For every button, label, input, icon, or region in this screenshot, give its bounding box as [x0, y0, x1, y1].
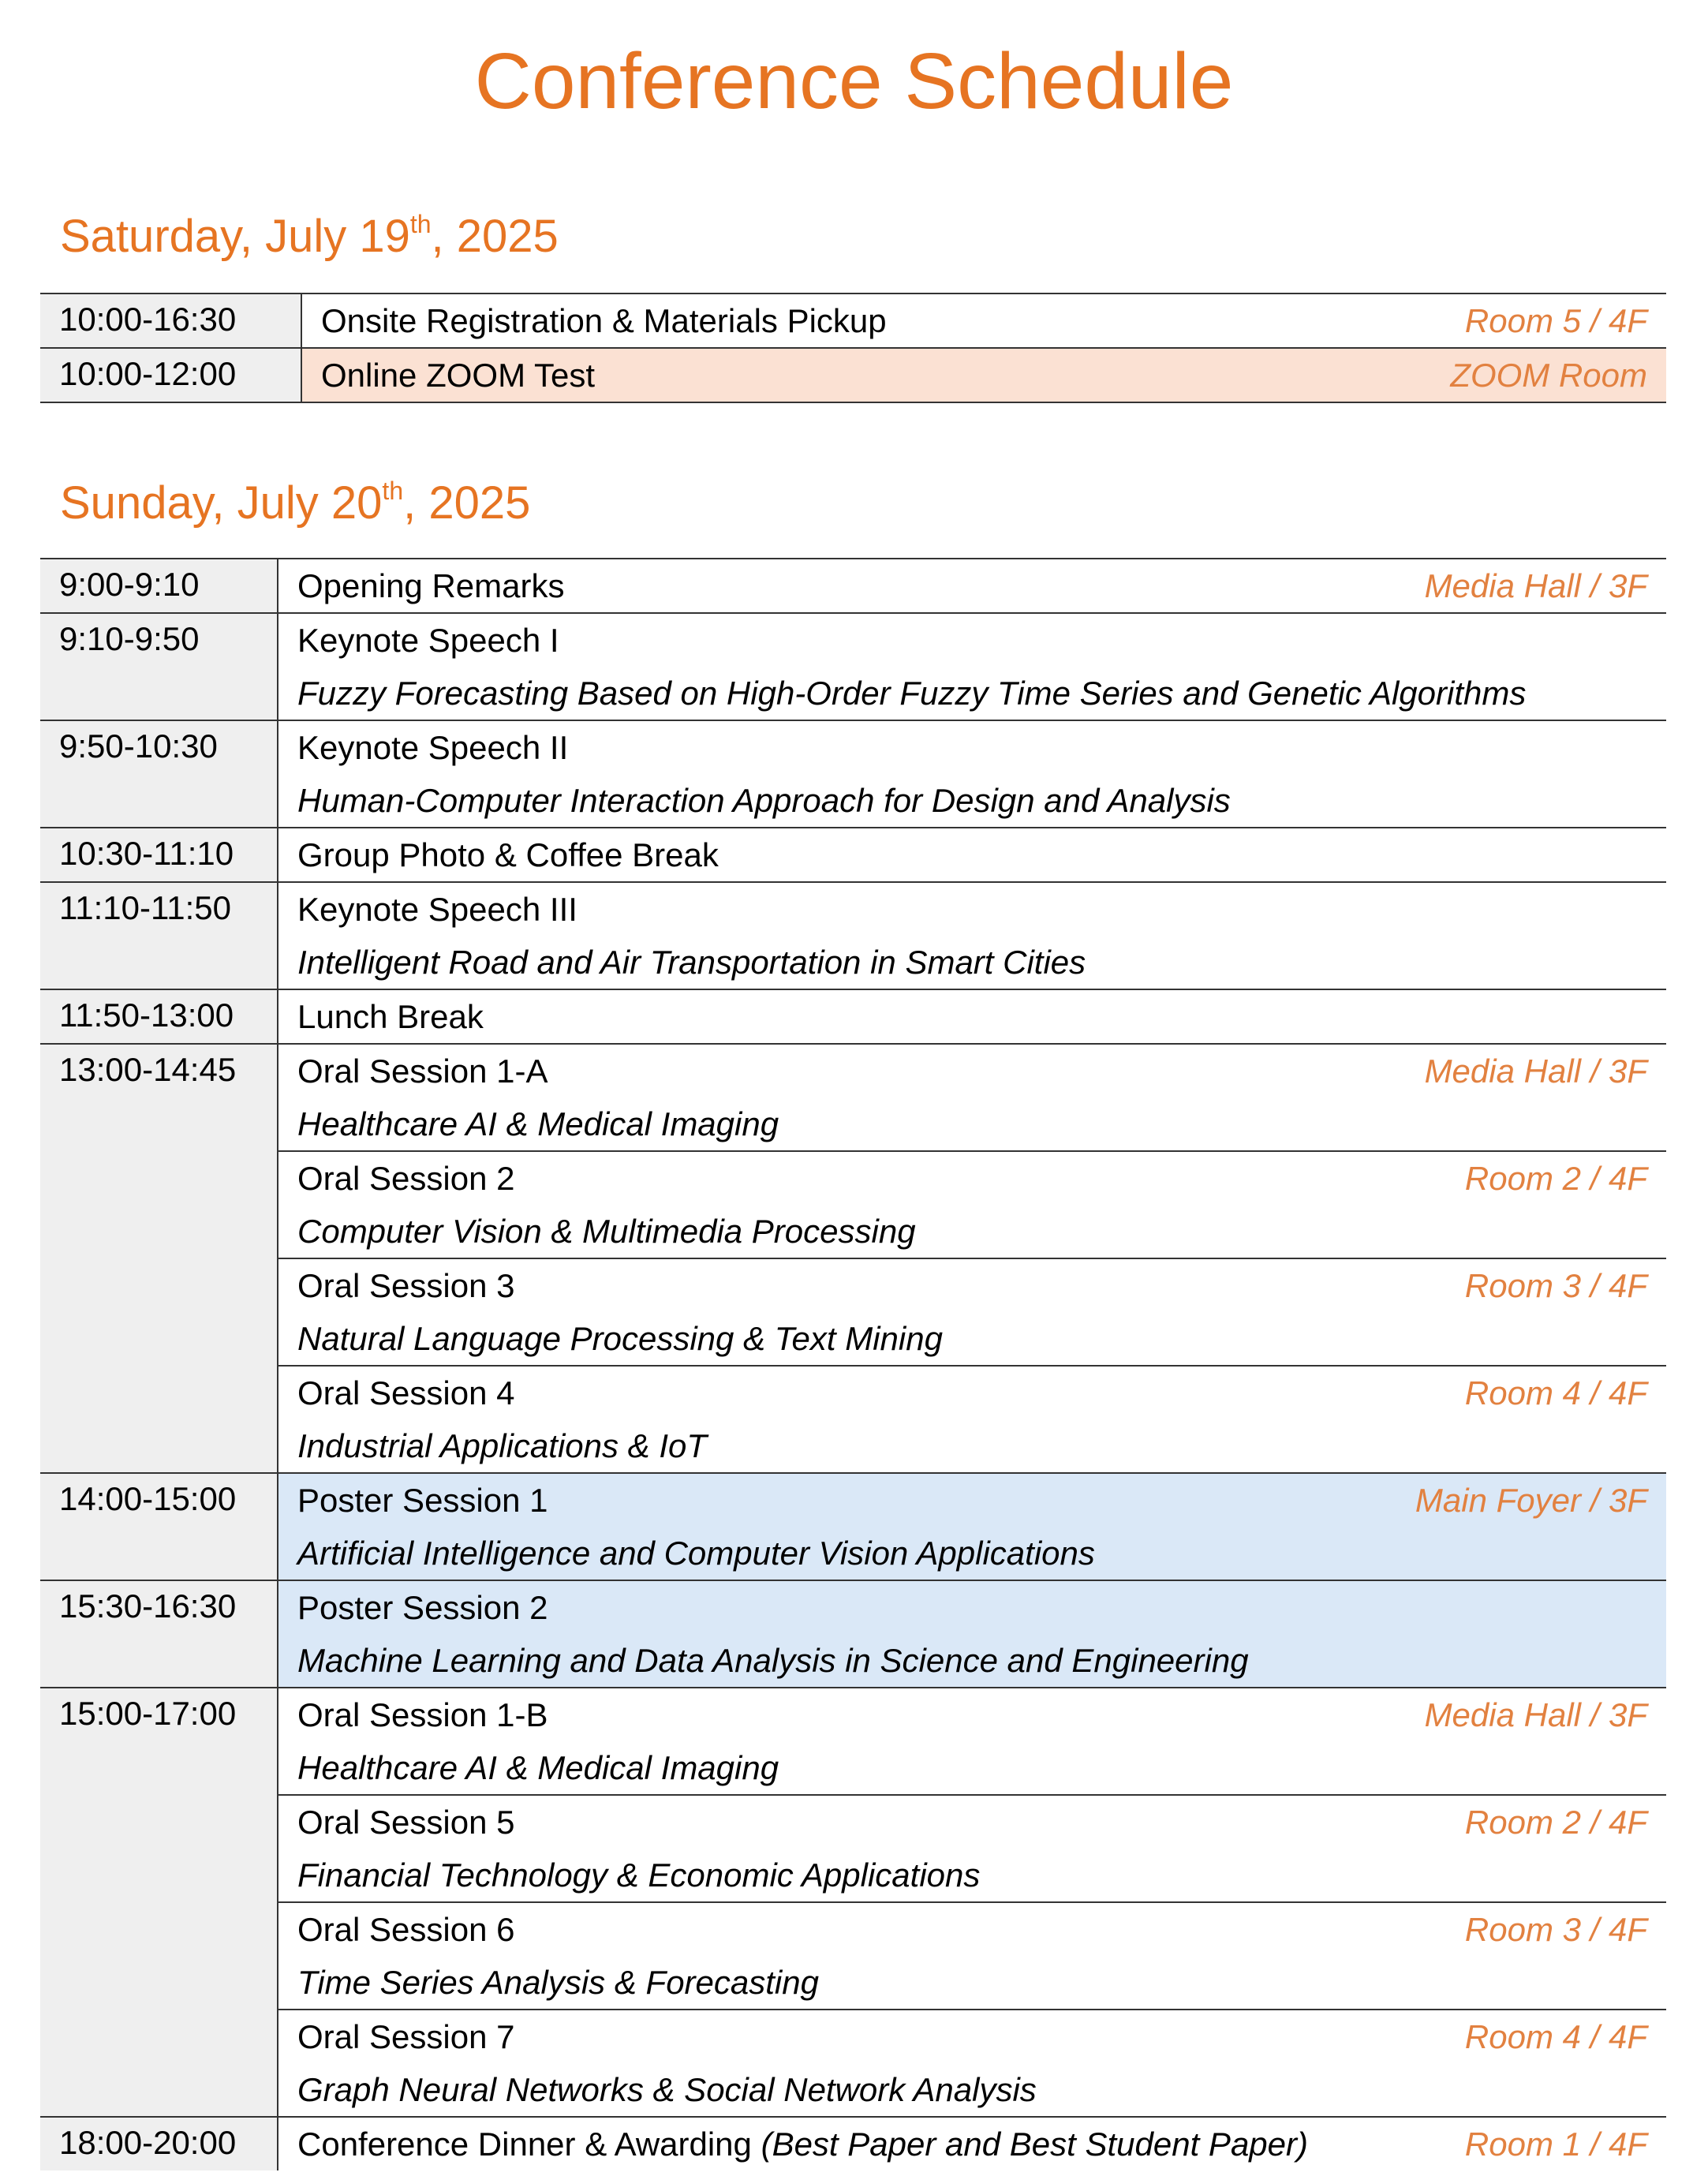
time-cell: 10:00-12:00: [40, 348, 301, 402]
event-cell: [278, 2010, 1666, 2117]
schedule-row: [40, 1688, 1666, 1795]
time-cell: 15:30-16:30: [40, 1580, 278, 1688]
schedule-row: [40, 828, 1666, 882]
event-title: Oral Session 5: [297, 1804, 515, 1841]
event-line: [297, 883, 1647, 936]
event-title-main: Conference Dinner & Awarding: [297, 2126, 752, 2163]
event-cell: [278, 2117, 1666, 2170]
schedule-row: [40, 1258, 1666, 1366]
event-line: [297, 1367, 1647, 1419]
event-room: Room 3 / 4F: [1464, 1911, 1647, 1948]
time-cell: 9:10-9:50: [40, 613, 278, 720]
event-cell: [278, 1902, 1666, 2010]
schedule-row: [40, 2117, 1666, 2170]
event-line: [297, 1903, 1647, 1956]
event-room: Media Hall / 3F: [1424, 1052, 1647, 1090]
event-subtitle: Healthcare AI & Medical Imaging: [297, 1749, 779, 1786]
event-cell: [301, 293, 1666, 348]
event-cell: [278, 1366, 1666, 1473]
event-subtitle: Machine Learning and Data Analysis in Science and Engineering: [297, 1642, 1249, 1679]
day-heading-saturday: [60, 211, 559, 262]
event-line: [297, 2118, 1647, 2170]
schedule-row: [40, 2010, 1666, 2117]
time-cell: 9:00-9:10: [40, 559, 278, 613]
event-room: ZOOM Room: [1450, 357, 1647, 394]
event-cell: [278, 1795, 1666, 1902]
event-cell-online: [301, 348, 1666, 402]
event-title: Oral Session 3: [297, 1267, 515, 1304]
schedule-row: [40, 1151, 1666, 1258]
event-title: Poster Session 1: [297, 1482, 548, 1519]
day-heading-date: Saturday, July 19: [60, 211, 410, 262]
schedule-row: [40, 1044, 1666, 1151]
page-title: Conference Schedule: [474, 37, 1234, 125]
event-title: Group Photo & Coffee Break: [297, 836, 719, 873]
event-room: Room 5 / 4F: [1464, 302, 1647, 339]
time-cell: 13:00-14:45: [40, 1044, 278, 1473]
event-room: Room 4 / 4F: [1464, 1374, 1647, 1411]
event-title-note: (Best Paper and Best Student Paper): [761, 2126, 1308, 2163]
event-title: Opening Remarks: [297, 567, 565, 604]
event-subtitle: Intelligent Road and Air Transportation in Smart Cities: [297, 944, 1086, 981]
event-line: [297, 1259, 1647, 1312]
event-cell: [278, 720, 1666, 828]
event-line: [297, 1796, 1647, 1849]
event-cell-poster: [278, 1473, 1666, 1580]
day-heading-ordinal: th: [382, 477, 404, 505]
event-room: Media Hall / 3F: [1424, 567, 1647, 604]
event-cell: [278, 1151, 1666, 1258]
schedule-row: [40, 613, 1666, 720]
event-cell: [278, 1044, 1666, 1151]
event-line: [297, 559, 1647, 612]
event-cell: [278, 559, 1666, 613]
event-title: Keynote Speech III: [297, 891, 577, 928]
event-room: Room 3 / 4F: [1464, 1267, 1647, 1304]
schedule-row: [40, 1902, 1666, 2010]
event-cell-poster: [278, 1580, 1666, 1688]
schedule-row: [40, 1795, 1666, 1902]
event-cell: [278, 828, 1666, 882]
day-heading-date: Sunday, July 20: [60, 477, 383, 529]
event-title: Onsite Registration & Materials Pickup: [321, 302, 887, 339]
event-subtitle: Human-Computer Interaction Approach for Design and Analysis: [297, 782, 1231, 819]
event-title: Oral Session 6: [297, 1911, 515, 1948]
event-room: Room 2 / 4F: [1464, 1804, 1647, 1841]
event-line: [297, 2010, 1647, 2063]
saturday-schedule-table: [40, 293, 1666, 403]
time-cell: 11:10-11:50: [40, 882, 278, 989]
event-room: Main Foyer / 3F: [1415, 1482, 1647, 1519]
schedule-row: [40, 293, 1666, 348]
event-title: Lunch Break: [297, 998, 484, 1035]
event-cell: [278, 882, 1666, 989]
event-cell: [278, 1258, 1666, 1366]
schedule-row: [40, 1366, 1666, 1473]
event-room: Room 4 / 4F: [1464, 2018, 1647, 2055]
time-cell: 18:00-20:00: [40, 2117, 278, 2170]
event-cell: [278, 613, 1666, 720]
schedule-row: [40, 1473, 1666, 1580]
time-cell: 14:00-15:00: [40, 1473, 278, 1580]
time-cell: 10:00-16:30: [40, 293, 301, 348]
day-heading-sunday: [60, 478, 530, 529]
event-line: [297, 1474, 1647, 1527]
time-cell: 15:00-17:00: [40, 1688, 278, 2117]
event-cell: [278, 989, 1666, 1044]
schedule-row: [40, 720, 1666, 828]
event-subtitle: Financial Technology & Economic Applications: [297, 1856, 981, 1894]
event-line: [321, 349, 1647, 402]
event-title: Keynote Speech I: [297, 622, 559, 659]
day-heading-year: , 2025: [431, 211, 559, 262]
event-title: Oral Session 2: [297, 1160, 515, 1197]
schedule-row: [40, 882, 1666, 989]
event-title: [297, 2118, 1308, 2170]
event-subtitle: Healthcare AI & Medical Imaging: [297, 1105, 779, 1142]
event-title: Oral Session 7: [297, 2018, 515, 2055]
event-line: [297, 1581, 1647, 1634]
event-line: [297, 990, 1647, 1043]
day-heading-ordinal: th: [409, 210, 432, 238]
event-line: [297, 1688, 1647, 1741]
event-line: [321, 294, 1647, 347]
schedule-row: [40, 1580, 1666, 1688]
event-line: [297, 721, 1647, 774]
time-cell: 10:30-11:10: [40, 828, 278, 882]
event-cell: [278, 1688, 1666, 1795]
event-title: Oral Session 1-B: [297, 1696, 548, 1733]
schedule-row: [40, 559, 1666, 613]
event-subtitle: Graph Neural Networks & Social Network Analysis: [297, 2071, 1037, 2108]
event-title: Poster Session 2: [297, 1589, 548, 1626]
event-room: Room 1 / 4F: [1464, 2126, 1647, 2163]
event-subtitle: Computer Vision & Multimedia Processing: [297, 1213, 916, 1250]
event-title: Keynote Speech II: [297, 729, 569, 766]
event-room: Media Hall / 3F: [1424, 1696, 1647, 1733]
event-line: [297, 828, 1647, 881]
event-subtitle: Natural Language Processing & Text Mining: [297, 1320, 943, 1357]
event-room: Room 2 / 4F: [1464, 1160, 1647, 1197]
time-cell: 11:50-13:00: [40, 989, 278, 1044]
event-line: [297, 614, 1647, 667]
event-title: Oral Session 4: [297, 1374, 515, 1411]
event-title: Oral Session 1-A: [297, 1052, 548, 1090]
event-subtitle: Time Series Analysis & Forecasting: [297, 1964, 819, 2001]
event-title: Online ZOOM Test: [321, 357, 595, 394]
event-line: [297, 1045, 1647, 1097]
schedule-row: [40, 348, 1666, 402]
event-subtitle: Artificial Intelligence and Computer Vision Applications: [297, 1535, 1095, 1572]
sunday-schedule-table: [40, 558, 1666, 2170]
event-subtitle: Industrial Applications & IoT: [297, 1427, 708, 1464]
day-heading-year: , 2025: [403, 477, 531, 529]
event-line: [297, 1152, 1647, 1205]
event-subtitle: Fuzzy Forecasting Based on High-Order Fuzzy Time Series and Genetic Algorithms: [297, 675, 1527, 712]
schedule-row: [40, 989, 1666, 1044]
time-cell: 9:50-10:30: [40, 720, 278, 828]
